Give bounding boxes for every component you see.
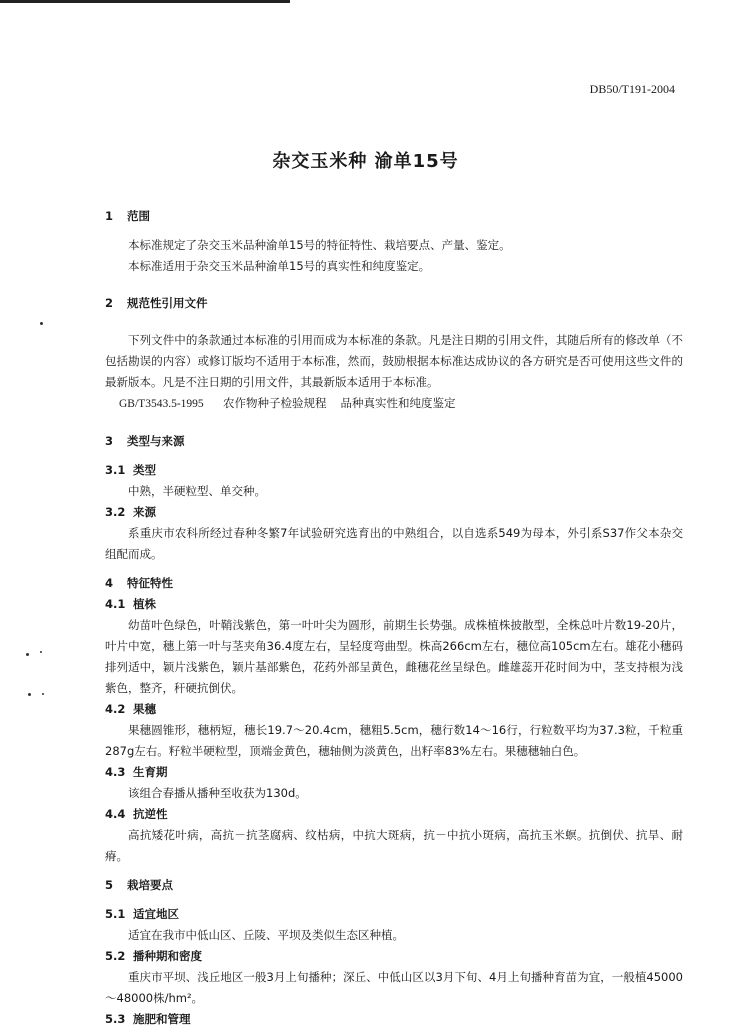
paragraph: 下列文件中的条款通过本标准的引用而成为本标准的条款。凡是注日期的引用文件，其随后所有的修改单（不包括勘误的内容）或修订版均不适用于本标准，然而，鼓励根据本标准达成协议的各方研究是否可使用这些文件的最新版本。凡是不注日期的引用文件，其最新版本适用于本标准。 (105, 333, 683, 389)
subsection-heading: 3.2 来源 (105, 505, 156, 519)
scan-speck (42, 693, 44, 695)
subsection-heading: 4.4 抗逆性 (105, 807, 168, 821)
paragraph: 中熟，半硬粒型、单交种。 (128, 484, 266, 498)
scan-speck (26, 653, 29, 656)
paragraph: 本标准规定了杂交玉米品种渝单15号的特征特性、栽培要点、产量、鉴定。 (128, 238, 511, 252)
paragraph: 幼苗叶色绿色，叶鞘浅紫色，第一叶叶尖为圆形，前期生长势强。成株植株披散型，全株总叶片数19-20片，叶片中宽，穗上第一叶与茎夹角36.4度左右，呈轻度弯曲型。株高266cm左右，穗位高105cm左右。雄花小穗码排列适中，颖片浅紫色，颖片基部紫色，花药外部呈黄色，雌穗花丝呈绿色。雌雄蕊开花时间为中，茎支持根为浅紫色，整齐，秆硬抗倒伏。 (105, 618, 683, 695)
section-heading: 4 特征特性 (105, 576, 173, 590)
paragraph: 该组合春播从播种至收获为130d。 (128, 786, 307, 800)
section-heading: 3 类型与来源 (105, 434, 185, 448)
normative-reference: GB/T3543.5-1995 农作物种子检验规程 品种真实性和纯度鉴定 (119, 396, 456, 410)
subsection-heading: 5.3 施肥和管理 (105, 1012, 191, 1026)
paragraph: 系重庆市农科所经过春种冬繁7年试验研究选育出的中熟组合，以自选系549为母本，外引系S37作父本杂交组配而成。 (105, 526, 683, 561)
paragraph: 高抗矮花叶病，高抗－抗茎腐病、纹枯病，中抗大斑病，抗－中抗小斑病，高抗玉米螟。抗倒伏、抗旱、耐瘠。 (105, 828, 683, 863)
scan-edge-line (0, 0, 290, 3)
document-title: 杂交玉米种 渝单15号 (272, 151, 459, 172)
subsection-heading: 3.1 类型 (105, 463, 156, 477)
scan-speck (40, 322, 43, 325)
subsection-heading: 5.2 播种期和密度 (105, 949, 202, 963)
section-heading: 2 规范性引用文件 (105, 296, 208, 310)
subsection-heading: 5.1 适宜地区 (105, 907, 179, 921)
section-heading: 5 栽培要点 (105, 878, 173, 892)
scan-speck (28, 693, 31, 696)
document-body (105, 206, 683, 1030)
scan-speck (40, 651, 42, 653)
paragraph: 本标准适用于杂交玉米品种渝单15号的真实性和纯度鉴定。 (128, 259, 431, 273)
standard-number: DB50/T191-2004 (589, 82, 675, 96)
paragraph: 果穗圆锥形，穗柄短，穗长19.7～20.4cm，穗粗5.5cm，穗行数14～16行，行粒数平均为37.3粒，千粒重287g左右。籽粒半硬粒型，顶端金黄色，穗轴侧为淡黄色，出籽率83%左右。果穗穗轴白色。 (105, 723, 683, 758)
paragraph: 适宜在我市中低山区、丘陵、平坝及类似生态区种植。 (128, 928, 404, 942)
subsection-heading: 4.2 果穗 (105, 702, 156, 716)
paragraph: 重庆市平坝、浅丘地区一般3月上旬播种；深丘、中低山区以3月下旬、4月上旬播种育苗为宜，一般植45000～48000株/hm²。 (105, 970, 683, 1005)
subsection-heading: 4.3 生育期 (105, 765, 168, 779)
section-heading: 1 范围 (105, 209, 150, 223)
subsection-heading: 4.1 植株 (105, 597, 156, 611)
